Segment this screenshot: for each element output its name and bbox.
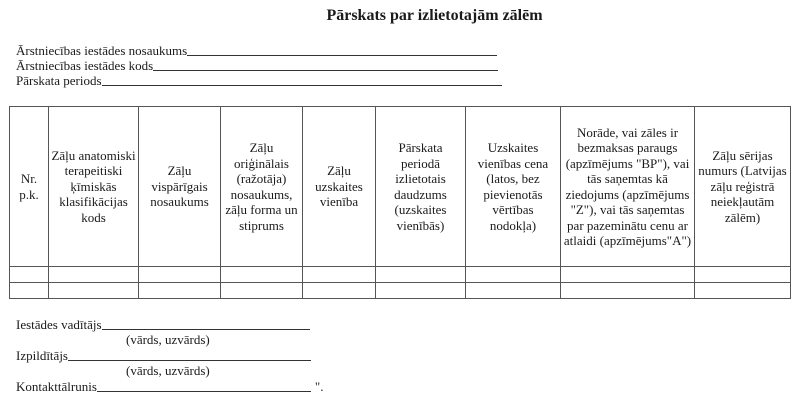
col-header-serial-number: Zāļu sērijas numurs (Latvijas zāļu reģistrā neiekļautām zālēm) — [695, 107, 791, 267]
col-header-number: Nr. p.k. — [10, 107, 49, 267]
contact-phone-input[interactable] — [97, 379, 311, 392]
table-cell[interactable] — [466, 267, 561, 283]
table-cell[interactable] — [221, 267, 303, 283]
table-cell[interactable] — [561, 283, 695, 299]
table-cell[interactable] — [561, 267, 695, 283]
table-cell[interactable] — [376, 283, 466, 299]
closing-quote: ". — [314, 379, 324, 394]
col-header-source-note: Norāde, vai zāles ir bezmaksas paraugs (apzīmējums "BP"), vai tās saņemtas kā ziedojums (apzīmējums "Z"), vai tās saņemtas par pazeminātu cenu ar atlaidi (apzīmējums"A") — [561, 107, 695, 267]
table-cell[interactable] — [139, 283, 221, 299]
col-header-generic-name: Zāļu vispārīgais nosaukums — [139, 107, 221, 267]
col-header-original-name: Zāļu oriģinālais (ražotāja) nosaukums, zāļu forma un stiprums — [221, 107, 303, 267]
head-of-facility-input[interactable] — [102, 317, 310, 330]
report-period-field — [16, 73, 502, 88]
executor-input[interactable] — [68, 348, 311, 361]
table-cell[interactable] — [10, 283, 49, 299]
facility-code-field — [16, 58, 498, 73]
facility-name-label: Ārstniecības iestādes nosaukums — [16, 43, 188, 58]
contact-phone-field — [16, 379, 323, 394]
head-of-facility-label: Iestādes vadītājs — [16, 317, 102, 332]
report-period-label: Pārskata periods — [16, 73, 102, 88]
table-cell[interactable] — [466, 283, 561, 299]
table-cell[interactable] — [221, 283, 303, 299]
facility-name-field — [16, 43, 497, 58]
table-row — [10, 267, 791, 283]
executor-caption: (vārds, uzvārds) — [126, 363, 210, 378]
facility-code-input[interactable] — [153, 58, 498, 71]
table-cell[interactable] — [49, 283, 139, 299]
table-cell[interactable] — [695, 267, 791, 283]
executor-field — [16, 348, 311, 363]
facility-name-input[interactable] — [187, 43, 497, 56]
col-header-unit: Zāļu uzskaites vienība — [303, 107, 376, 267]
table-header-row — [10, 107, 791, 267]
table-cell[interactable] — [695, 283, 791, 299]
table-cell[interactable] — [376, 267, 466, 283]
executor-label: Izpildītājs — [16, 348, 68, 363]
head-of-facility-field — [16, 317, 310, 332]
head-of-facility-caption: (vārds, uzvārds) — [126, 332, 210, 347]
table-cell[interactable] — [10, 267, 49, 283]
report-period-input[interactable] — [102, 73, 502, 86]
table-cell[interactable] — [303, 283, 376, 299]
table-cell[interactable] — [49, 267, 139, 283]
contact-phone-label: Kontakttālrunis — [16, 379, 97, 394]
facility-code-label: Ārstniecības iestādes kods — [16, 58, 154, 73]
col-header-atc-code: Zāļu anatomiski terapeitiski ķīmiskās klasifikācijas kods — [49, 107, 139, 267]
table-cell[interactable] — [303, 267, 376, 283]
col-header-quantity-used: Pārskata periodā izlietotais daudzums (uzskaites vienībās) — [376, 107, 466, 267]
document-title: Pārskats par izlietotajām zālēm — [326, 7, 543, 24]
medicines-report-table — [9, 106, 791, 299]
col-header-unit-price: Uzskaites vienības cena (latos, bez pievienotās vērtības nodokļa) — [466, 107, 561, 267]
table-cell[interactable] — [139, 267, 221, 283]
table-row — [10, 283, 791, 299]
